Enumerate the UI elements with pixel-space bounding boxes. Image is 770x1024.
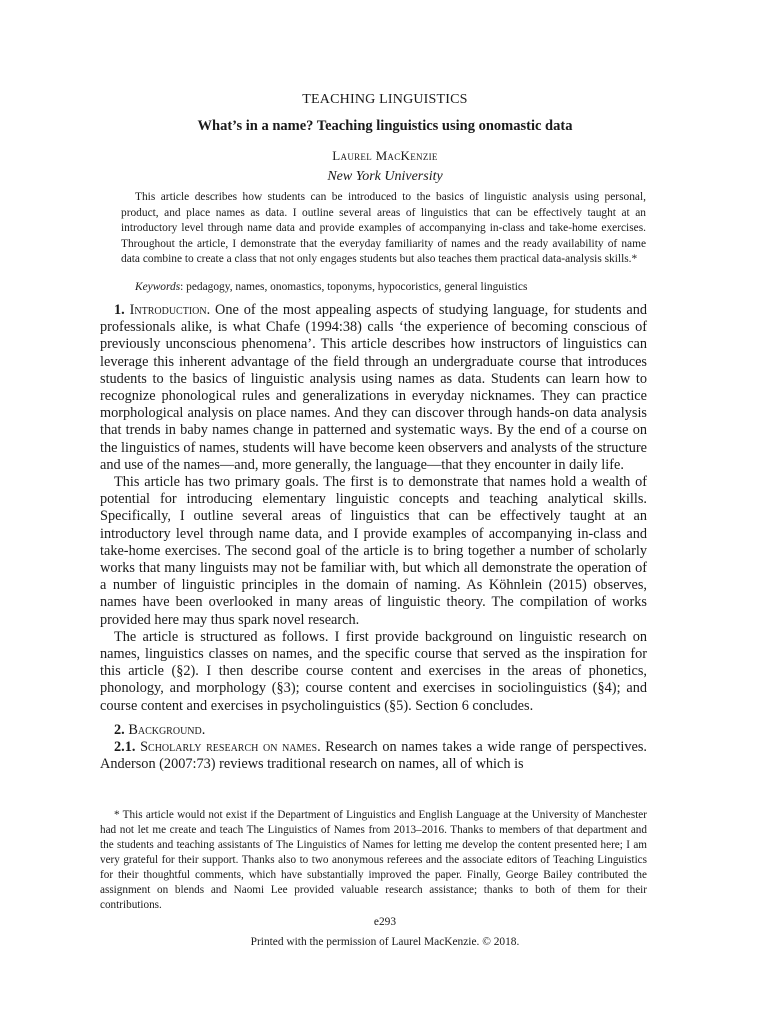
keywords-label: Keywords — [135, 281, 181, 293]
article-body — [100, 302, 647, 773]
intro-paragraph — [100, 302, 647, 474]
page-number: e293 — [373, 916, 397, 928]
abstract: This article describes how students can be introduced to the basics of linguistic analysis using personal, product, and place names as data. I outline several areas of linguistics that can be effectively taught at an introductory level through name data and provide examples of accompanying in-class and take-home exercises. Throughout the article, I demonstrate that the everyday familiarity of names and the ready availability of name data combine to create a class that not only engages students but also teaches them practical data-analysis skills.* — [121, 191, 646, 265]
article-title: What’s in a name? Teaching linguistics using onomastic data — [197, 118, 573, 134]
structure-paragraph: The article is structured as follows. I first provide background on linguistic research on names, linguistics classes on names, and the specific course that served as the inspiration for this article (§2). I then describe course content and exercises in the areas of phonetics, phonology, and morphology (§3); course content and exercises in sociolinguistics (§4); and course content and exercises in psycholinguistics (§5). Section 6 concludes. — [100, 628, 647, 714]
background-heading-text: Background. — [128, 721, 206, 738]
subsection-number: 2.1. — [114, 739, 136, 756]
goals-paragraph: This article has two primary goals. The first is to demonstrate that names hold a wealth of potential for introducing elementary linguistic concepts and teaching analytical skills. Specifically, I outline several areas of linguistics that can be effectively taught at an introductory level through name data, and I provide examples of accompanying in-class and take-home exercises. The second goal of the article is to bring together a number of scholarly works that many linguists may not be familiar with, but which all demonstrate the operation of a number of linguistic principles in the domain of naming. As Köhnlein (2015) observes, names have been overlooked in many areas of linguistic theory. The compilation of works provided here may thus spark novel research. — [100, 474, 647, 628]
keywords — [121, 280, 646, 295]
keywords-list: : pedagogy, names, onomastics, toponyms, hypocoristics, general linguistics — [180, 281, 528, 293]
author-affiliation: New York University — [327, 169, 443, 184]
section-heading: TEACHING LINGUISTICS — [302, 92, 468, 107]
background-heading — [100, 722, 647, 739]
footnote-text: * This article would not exist if the Department of Linguistics and English Language at the University of Manchester had not let me create and teach The Linguistics of Names from 2013–2016. Thanks to members of that department and the students and teaching assistants of The Linguistics of Names for letting me develop the content presented here; I am very grateful for their support. Thanks also to two anonymous referees and the associate editors of Teaching Linguistics for their thoughtful comments, which have substantially improved the paper. Finally, George Bailey contributed the assignment on blends and Naomi Lee provided valuable research assistance; thanks to both of them for their contributions. — [100, 809, 647, 911]
permission-notice: Printed with the permission of Laurel MacKenzie. © 2018. — [250, 936, 520, 948]
background-number: 2. — [114, 721, 125, 738]
intro-heading: Introduction — [129, 302, 207, 318]
intro-number: 1. — [114, 302, 125, 318]
subsection-paragraph — [100, 739, 647, 773]
intro-text: . One of the most appealing aspects of studying language, for students and professionals alike, is what Chafe (1994:38) calls ‘the experience of becoming conscious of previously unconscious phenomena’. This article describes how instructors of linguistics can leverage this inherent advantage of the field through an undergraduate course that introduces students to the basics of linguistic analysis using names as data. Students can learn how to recognize phonological rules and generalizations in everyday nicknames. They can practice morphological analysis on place names. And they can discover through hands-on data analysis that trends in baby names change in patterned and systematic ways. By the end of a course on the linguistics of names, students will have become keen observers and analysts of the structure and use of the names—and, more generally, the language—that they encounter in daily life. — [100, 302, 647, 473]
subsection-text: . Research on names takes a wide range of perspectives. Anderson (2007:73) reviews traditional research on names, all of which is — [100, 739, 647, 773]
subsection-heading: Scholarly research on names — [140, 739, 318, 756]
author-name: Laurel MacKenzie — [332, 148, 438, 163]
footnote — [100, 808, 647, 913]
